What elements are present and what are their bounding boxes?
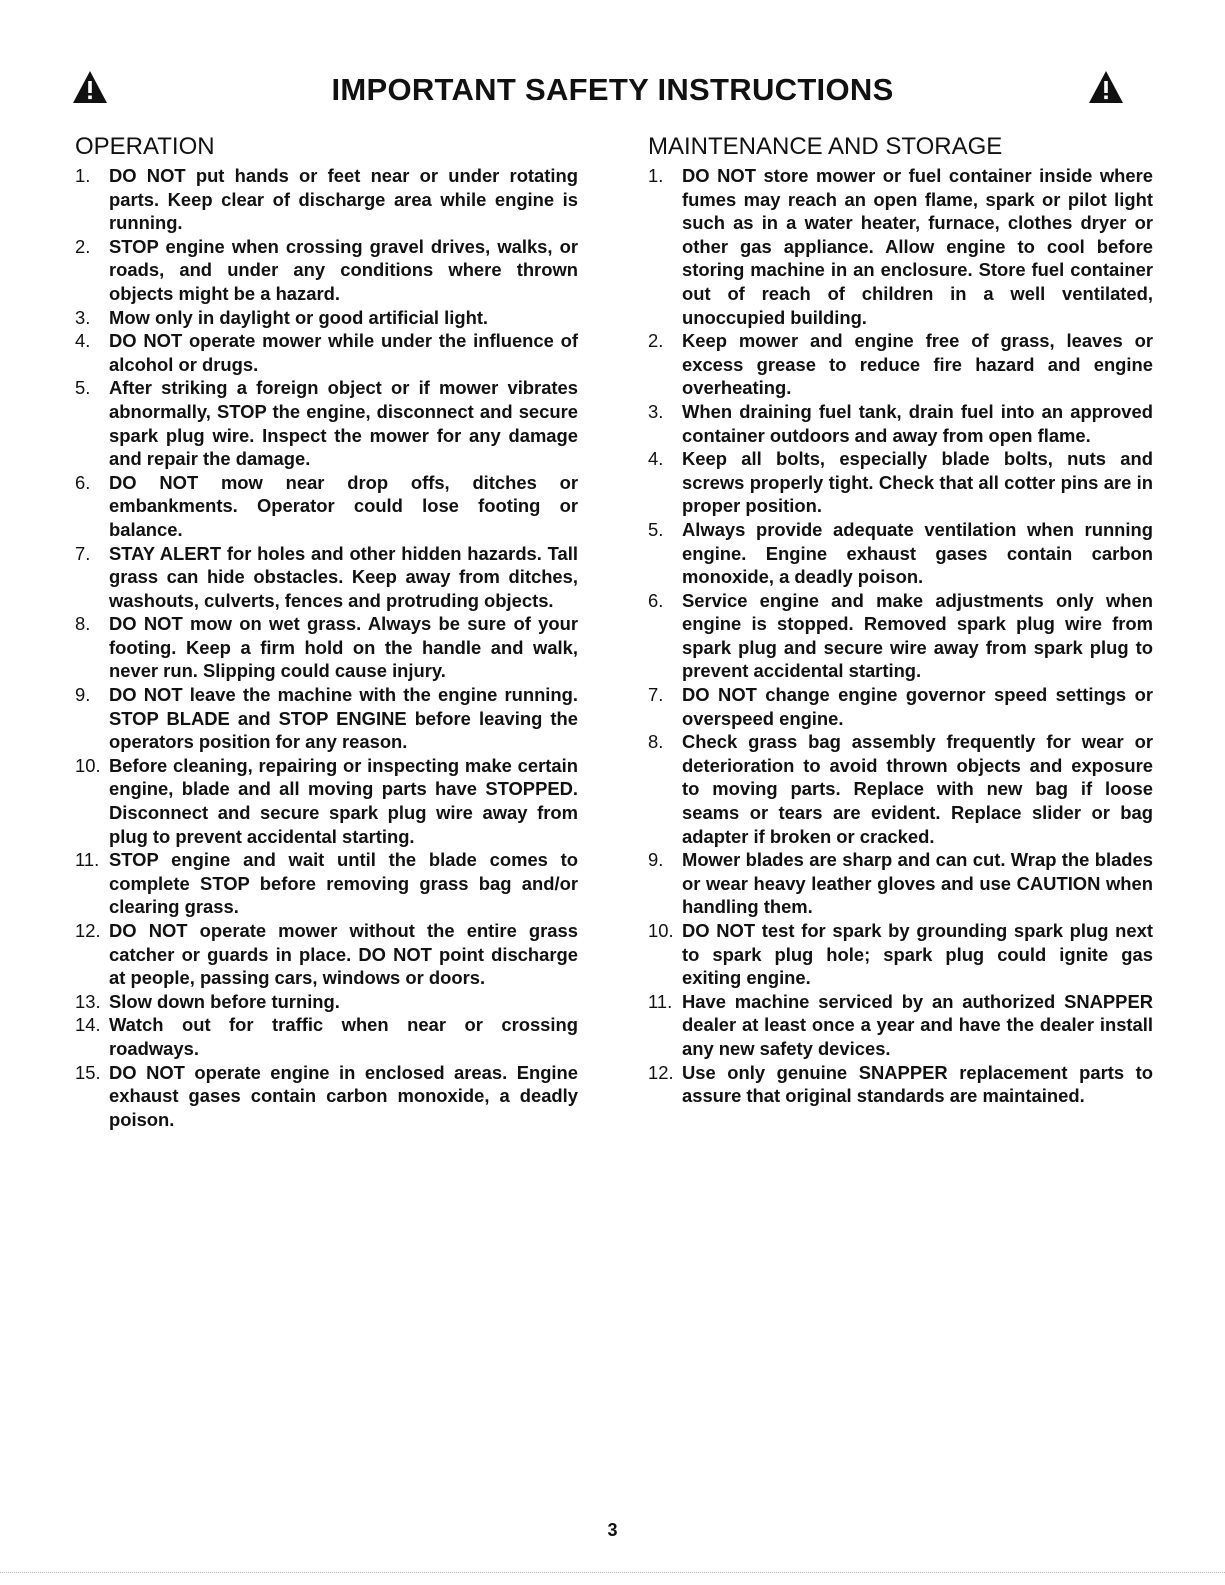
list-item bbox=[75, 754, 578, 848]
item-number: 3. bbox=[75, 306, 91, 328]
item-number: 6. bbox=[75, 471, 91, 493]
item-number: 6. bbox=[648, 589, 664, 611]
item-number: 12. bbox=[648, 1061, 674, 1083]
list-item bbox=[648, 518, 1153, 589]
list-item bbox=[648, 164, 1153, 329]
item-text: STOP engine when crossing gravel drives, walks, or roads, and under any conditions where thrown objects might be a hazard. bbox=[109, 235, 578, 304]
item-number: 13. bbox=[75, 990, 101, 1012]
page-number: 3 bbox=[607, 1520, 618, 1540]
operation-section bbox=[75, 132, 578, 1131]
item-text: DO NOT operate mower without the entire grass catcher or guards in place. DO NOT point discharge at people, passing cars, windows or doors. bbox=[109, 920, 578, 989]
page-header bbox=[0, 70, 1225, 118]
list-item bbox=[75, 990, 578, 1014]
item-number: 9. bbox=[648, 849, 664, 871]
item-text: DO NOT operate engine in enclosed areas. Engine exhaust gases contain carbon monoxide, a deadly poison. bbox=[109, 1061, 578, 1130]
list-item bbox=[648, 919, 1153, 990]
item-number: 9. bbox=[75, 684, 91, 706]
operation-list bbox=[75, 164, 578, 1131]
list-item bbox=[75, 1061, 578, 1132]
item-text: Mow only in daylight or good artificial light. bbox=[109, 306, 489, 328]
item-text: Have machine serviced by an authorized SNAPPER dealer at least once a year and have the dealer install any new safety devices. bbox=[682, 990, 1153, 1059]
item-number: 7. bbox=[648, 684, 664, 706]
list-item bbox=[75, 612, 578, 683]
item-text: DO NOT put hands or feet near or under rotating parts. Keep clear of discharge area while engine is running. bbox=[109, 165, 578, 234]
item-number: 2. bbox=[648, 330, 664, 352]
list-item bbox=[648, 1061, 1153, 1108]
item-text: DO NOT mow near drop offs, ditches or embankments. Operator could lose footing or balance. bbox=[109, 471, 578, 540]
item-number: 1. bbox=[648, 165, 664, 186]
item-text: When draining fuel tank, drain fuel into an approved container outdoors and away from open flame. bbox=[682, 400, 1153, 446]
item-number: 8. bbox=[648, 731, 664, 753]
item-text: Service engine and make adjustments only when engine is stopped. Removed spark plug wire from spark plug and secure wire away from spark plug to prevent accidental starting. bbox=[682, 589, 1153, 682]
item-number: 15. bbox=[75, 1061, 101, 1083]
list-item bbox=[75, 919, 578, 990]
list-item bbox=[75, 329, 578, 376]
list-item bbox=[75, 164, 578, 235]
list-item bbox=[75, 1013, 578, 1060]
item-text: Use only genuine SNAPPER replacement parts to assure that original standards are maintained. bbox=[682, 1061, 1153, 1107]
list-item bbox=[75, 376, 578, 470]
item-number: 12. bbox=[75, 920, 101, 941]
list-item bbox=[75, 306, 578, 330]
section-heading-maintenance: MAINTENANCE AND STORAGE bbox=[648, 133, 1003, 160]
list-item bbox=[648, 400, 1153, 447]
list-item bbox=[648, 683, 1153, 730]
item-number: 2. bbox=[75, 235, 91, 257]
item-text: Always provide adequate ventilation when running engine. Engine exhaust gases contain carbon monoxide, a deadly poison. bbox=[682, 518, 1153, 588]
item-text: Slow down before turning. bbox=[109, 990, 340, 1012]
item-number: 1. bbox=[75, 165, 91, 186]
item-text: Watch out for traffic when near or crossing roadways. bbox=[109, 1014, 578, 1059]
maintenance-section bbox=[648, 132, 1153, 1108]
list-item bbox=[75, 683, 578, 754]
section-heading-operation: OPERATION bbox=[75, 133, 215, 160]
item-text: DO NOT store mower or fuel container inside where fumes may reach an open flame, spark or pilot light such as in a water heater, furnace, clothes dryer or other gas appliance. Allow engine to cool before storing machine in an enclosure. Store fuel container out of reach of children in a well ventilated, unoccupied building. bbox=[682, 165, 1153, 328]
list-item bbox=[75, 848, 578, 919]
list-item bbox=[648, 990, 1153, 1061]
list-item bbox=[75, 542, 578, 613]
item-text: After striking a foreign object or if mower vibrates abnormally, STOP the engine, disconnect and secure spark plug wire. Inspect the mower for any damage and repair the damage. bbox=[109, 377, 578, 470]
item-text: Keep all bolts, especially blade bolts, nuts and screws properly tight. Check that all cotter pins are in proper position. bbox=[682, 448, 1153, 517]
item-number: 8. bbox=[75, 613, 91, 635]
item-text: DO NOT change engine governor speed settings or overspeed engine. bbox=[682, 684, 1153, 729]
item-text: DO NOT operate mower while under the influence of alcohol or drugs. bbox=[109, 330, 578, 375]
item-number: 10. bbox=[648, 920, 674, 941]
item-text: Check grass bag assembly frequently for wear or deterioration to avoid thrown objects and exposure to moving parts. Replace with new bag if loose seams or tears are evident. Replace slider or bag adapter if broken or cracked. bbox=[682, 731, 1153, 847]
item-number: 10. bbox=[75, 754, 101, 776]
list-item bbox=[75, 471, 578, 542]
item-number: 11. bbox=[648, 990, 673, 1012]
item-text: STAY ALERT for holes and other hidden hazards. Tall grass can hide obstacles. Keep away from ditches, washouts, culverts, fences and protruding objects. bbox=[109, 542, 578, 611]
item-text: DO NOT test for spark by grounding spark plug next to spark plug hole; spark plug could ignite gas exiting engine. bbox=[682, 920, 1153, 989]
list-item bbox=[648, 447, 1153, 518]
item-number: 4. bbox=[648, 448, 664, 470]
list-item bbox=[648, 848, 1153, 919]
item-text: DO NOT leave the machine with the engine running. STOP BLADE and STOP ENGINE before leaving the operators position for any reason. bbox=[109, 684, 578, 753]
page-title: IMPORTANT SAFETY INSTRUCTIONS bbox=[331, 72, 894, 107]
item-number: 11. bbox=[75, 849, 100, 871]
item-number: 14. bbox=[75, 1014, 101, 1036]
list-item bbox=[648, 589, 1153, 683]
maintenance-list bbox=[648, 164, 1153, 1108]
item-text: Keep mower and engine free of grass, leaves or excess grease to reduce fire hazard and engine overheating. bbox=[682, 330, 1153, 399]
item-number: 5. bbox=[648, 518, 664, 540]
item-text: STOP engine and wait until the blade comes to complete STOP before removing grass bag and/or clearing grass. bbox=[109, 849, 578, 918]
item-number: 4. bbox=[75, 330, 91, 352]
item-text: Before cleaning, repairing or inspecting make certain engine, blade and all moving parts have STOPPED. Disconnect and secure spark plug wire away from plug to prevent accidental starting. bbox=[109, 754, 578, 847]
list-item bbox=[75, 235, 578, 306]
item-text: DO NOT mow on wet grass. Always be sure of your footing. Keep a firm hold on the handle and walk, never run. Slipping could cause injury. bbox=[109, 613, 578, 682]
item-number: 7. bbox=[75, 542, 91, 564]
item-number: 3. bbox=[648, 400, 664, 422]
bottom-rule bbox=[0, 1572, 1225, 1573]
item-text: Mower blades are sharp and can cut. Wrap the blades or wear heavy leather gloves and use CAUTION when handling them. bbox=[682, 849, 1153, 918]
item-number: 5. bbox=[75, 377, 91, 399]
warning-triangle-icon bbox=[1088, 70, 1124, 104]
list-item bbox=[648, 329, 1153, 400]
list-item bbox=[648, 730, 1153, 848]
